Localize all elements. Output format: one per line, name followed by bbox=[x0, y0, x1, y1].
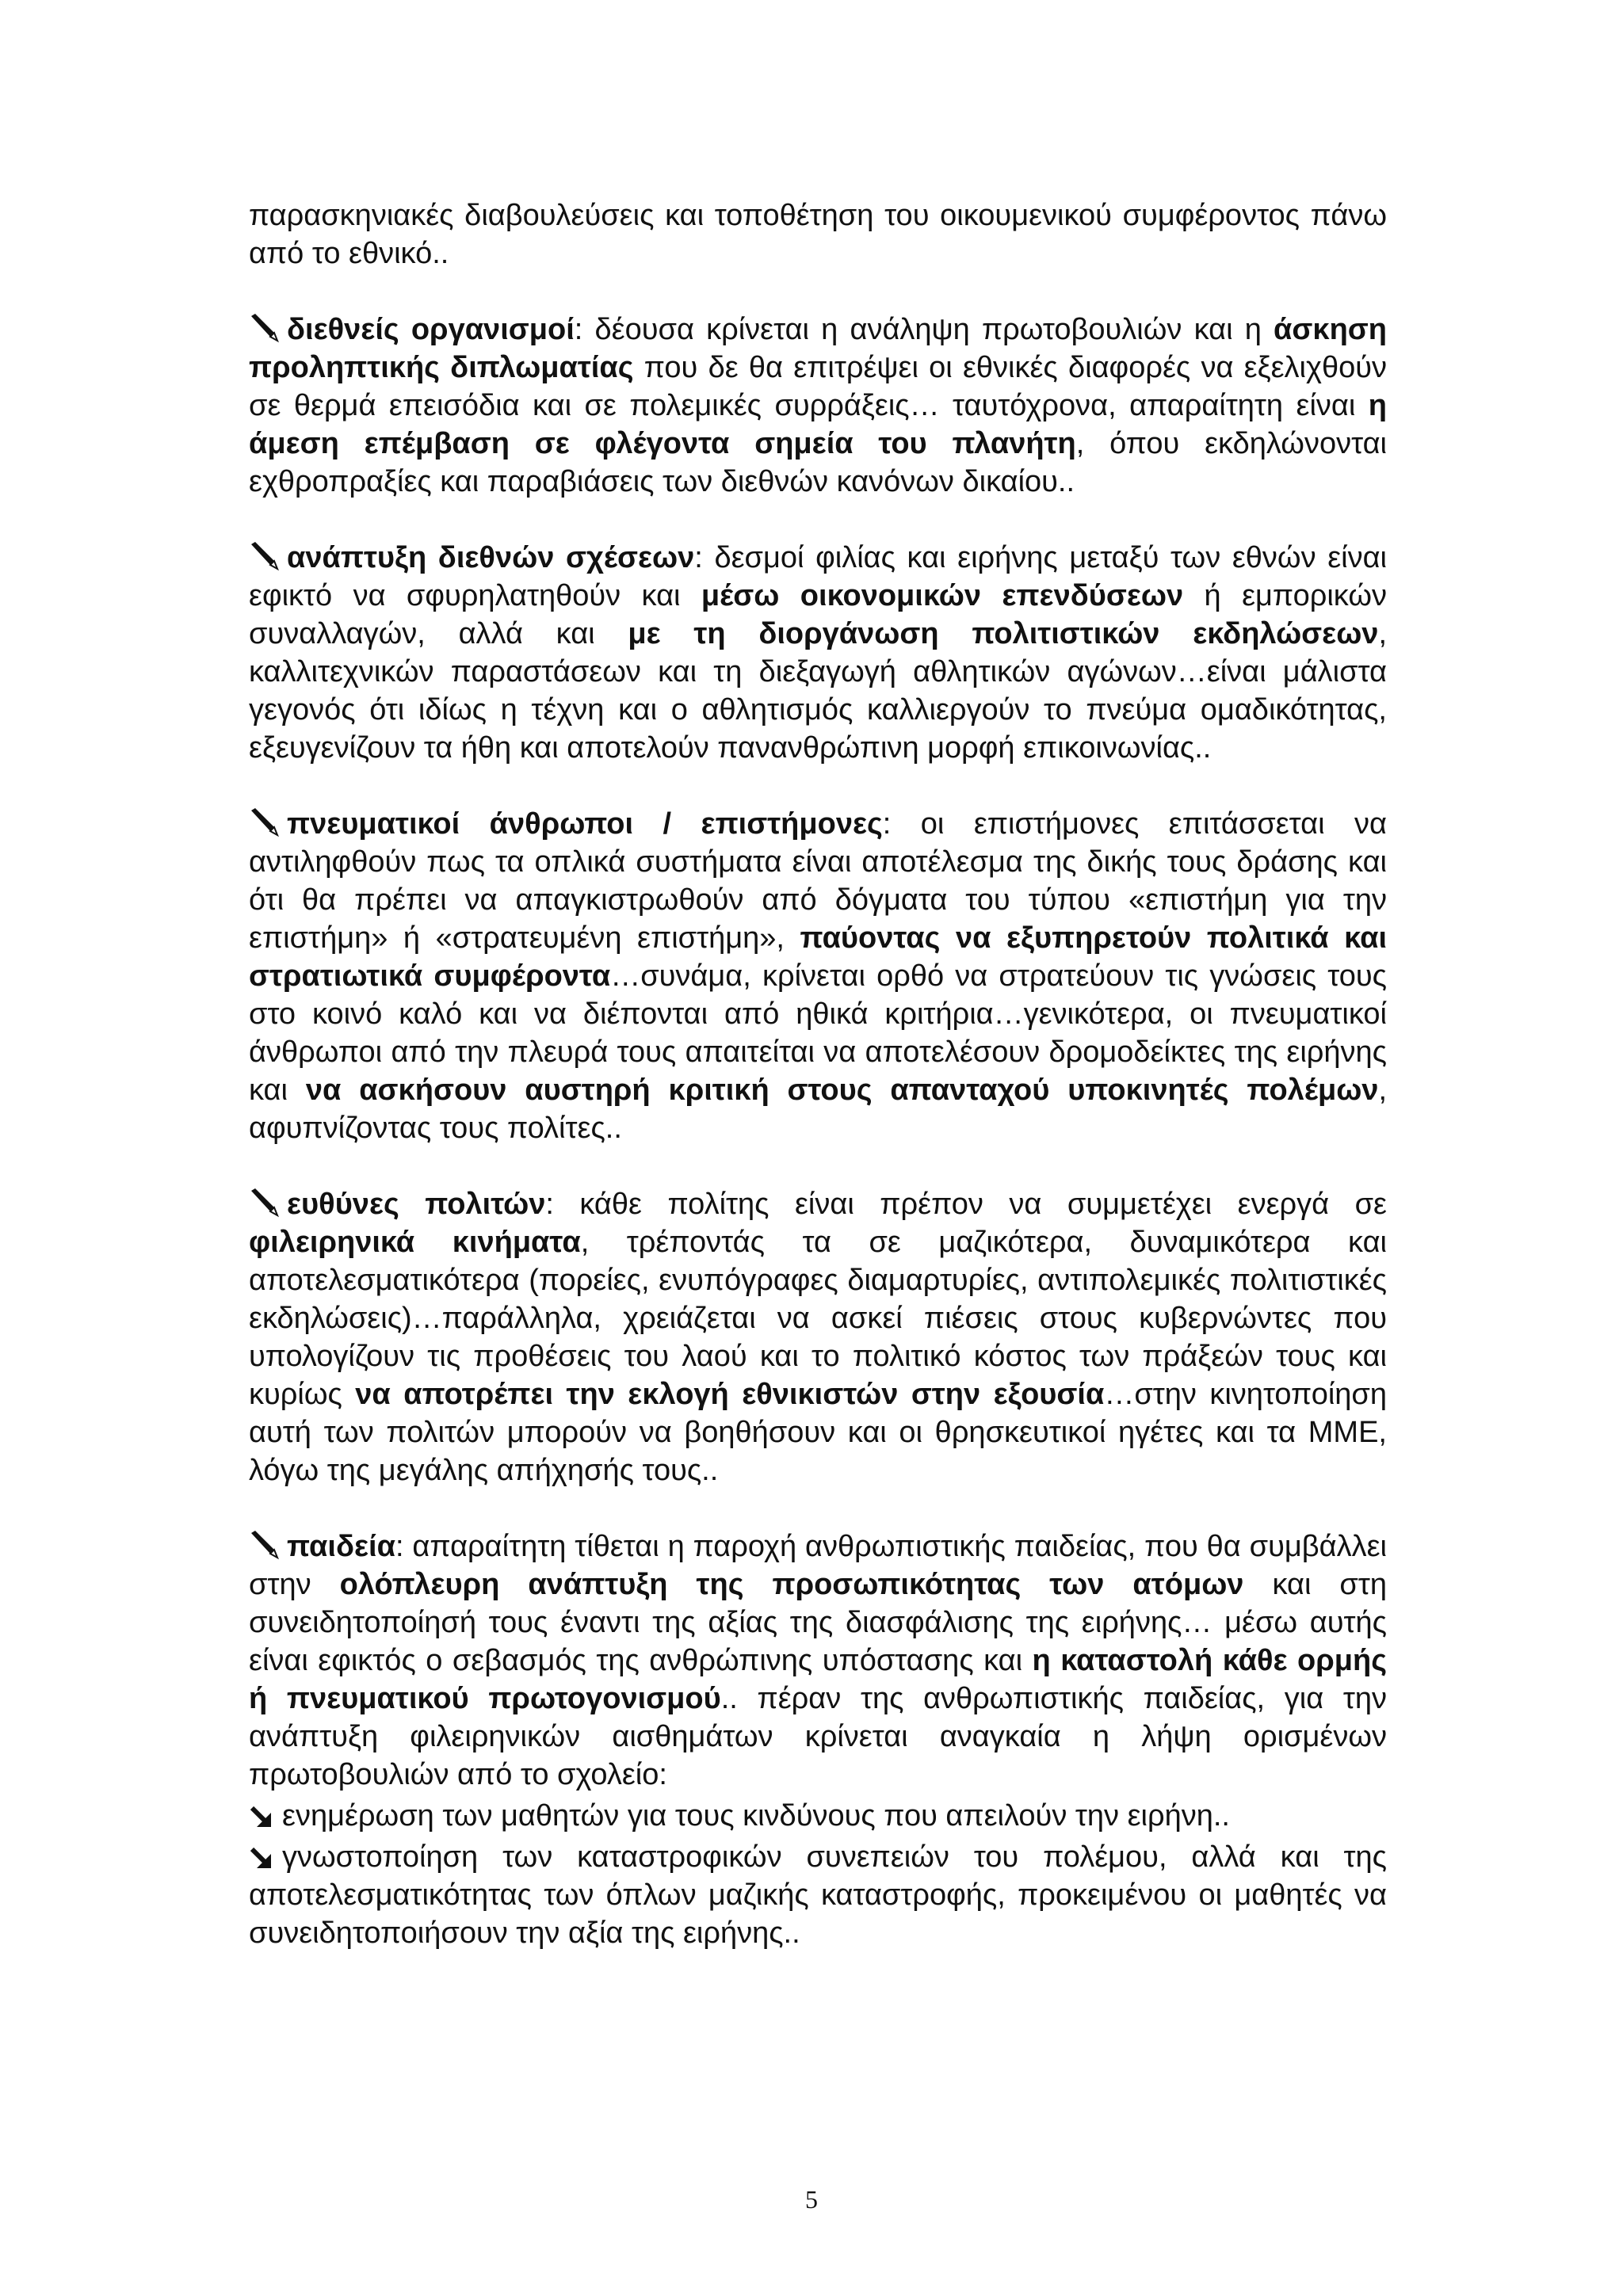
bold-text: η καταστολή κάθε ορμής ή πνευματικού πρωτογονισμού bbox=[249, 1644, 1387, 1715]
section-paragraph bbox=[249, 805, 1387, 1147]
section-paragraph bbox=[249, 1185, 1387, 1489]
sub-list-item bbox=[249, 1797, 1387, 1835]
document-body bbox=[249, 196, 1387, 1952]
bold-text: φιλειρηνικά κινήματα bbox=[249, 1226, 581, 1259]
pencil-icon bbox=[249, 1187, 281, 1219]
bold-text: η άμεση επέμβαση σε φλέγοντα σημεία του πλανήτη bbox=[249, 389, 1387, 460]
text: που δε θα επιτρέψει οι εθνικές διαφορές να εξελιχθούν σε θερμά επεισόδια και σε πολεμικές συρράξεις… ταυτόχρονα, απαραίτητη είναι bbox=[249, 351, 1387, 422]
text: , όπου εκδηλώνονται εχθροπραξίες και παραβιάσεις των διεθνών κανόνων δικαίου.. bbox=[249, 427, 1387, 498]
text: …συνάμα, κρίνεται ορθό να στρατεύουν τις γνώσεις τους στο κοινό καλό και να διέπονται από ηθικά κριτήρια…γενικότερα, οι πνευματικοί άνθρωποι από την πλευρά τους απαιτείται να αποτελέσουν δρομοδείκτες της ειρήνης και bbox=[249, 959, 1387, 1107]
bold-text: ολόπλευρη ανάπτυξη της προσωπικότητας των ατόμων bbox=[339, 1568, 1244, 1601]
bold-text: διεθνείς οργανισμοί bbox=[287, 313, 575, 346]
sub-list-item-text: ενημέρωση των μαθητών για τους κινδύνους που απειλούν την ειρήνη.. bbox=[282, 1799, 1230, 1833]
text: και στη συνειδητοποίησή τους έναντι της αξίας της διασφάλισης της ειρήνης… μέσω αυτής είναι εφικτός ο σεβασμός της ανθρώπινης υπόστασης και bbox=[249, 1568, 1388, 1677]
page-number: 5 bbox=[805, 2185, 818, 2214]
pencil-icon bbox=[249, 312, 281, 344]
arrow-down-right-icon bbox=[249, 1800, 274, 1825]
bold-text: παιδεία bbox=[287, 1530, 395, 1563]
text: , τρέποντάς τα σε μαζικότερα, δυναμικότερα και αποτελεσματικότερα (πορείες, ενυπόγραφες διαμαρτυρίες, αντιπολεμικές πολιτιστικές εκδηλώσεις)…παράλληλα, χρειάζεται να ασκεί πιέσεις στους κυβερνώντες που υπολογίζουν τις προθέσεις του λαού και το πολιτικό κόστος των πράξεών τους και κυρίως bbox=[249, 1226, 1387, 1411]
intro-paragraph: παρασκηνιακές διαβουλεύσεις και τοποθέτηση του οικουμενικού συμφέροντος πάνω από το εθνικό.. bbox=[249, 199, 1387, 270]
text: : απαραίτητη τίθεται η παροχή ανθρωπιστικής παιδείας, που θα συμβάλλει στην bbox=[249, 1530, 1387, 1601]
pencil-icon bbox=[249, 807, 281, 838]
text: : δέουσα κρίνεται η ανάληψη πρωτοβουλιών και η bbox=[574, 313, 1274, 346]
section-paragraph bbox=[249, 1527, 1387, 1794]
pencil-icon bbox=[249, 1529, 281, 1561]
bold-text: άσκηση προληπτικής διπλωματίας bbox=[249, 313, 1387, 384]
pencil-icon bbox=[249, 540, 281, 572]
text: .. πέραν της ανθρωπιστικής παιδείας, για την ανάπτυξη φιλειρηνικών αισθημάτων κρίνεται αναγκαία η λήψη ορισμένων πρωτοβουλιών από το σχολείο: bbox=[249, 1682, 1388, 1791]
bold-text: μέσω οικονομικών επενδύσεων bbox=[701, 579, 1184, 612]
text: ή εμπορικών συναλλαγών, αλλά και bbox=[249, 579, 1387, 650]
text: …στην κινητοποίηση αυτή των πολιτών μπορούν να βοηθήσουν και οι θρησκευτικοί ηγέτες και τα ΜΜΕ, λόγω της μεγάλης απήχησής τους.. bbox=[249, 1378, 1387, 1487]
bold-text: ανάπτυξη διεθνών σχέσεων bbox=[287, 541, 695, 574]
text: , καλλιτεχνικών παραστάσεων και τη διεξαγωγή αθλητικών αγώνων…είναι μάλιστα γεγονός ότι ιδίως η τέχνη και ο αθλητισμός καλλιεργούν το πνεύμα ομαδικότητας, εξευγενίζουν τα ήθη και αποτελούν πανανθρώπινη μορφή επικοινωνίας.. bbox=[249, 617, 1388, 765]
bold-text: με τη διοργάνωση πολιτιστικών εκδηλώσεων bbox=[628, 617, 1379, 650]
text: : οι επιστήμονες επιτάσσεται να αντιληφθούν πως τα οπλικά συστήματα είναι αποτέλεσμα της δικής τους δράσης και ότι θα πρέπει να απαγκιστρωθούν από δόγματα του τύπου «επιστήμη για την επιστήμη» ή «στρατευμένη επιστήμη», bbox=[249, 807, 1387, 955]
text: , αφυπνίζοντας τους πολίτες.. bbox=[249, 1074, 1388, 1145]
section-paragraph bbox=[249, 539, 1387, 767]
section-paragraph bbox=[249, 311, 1387, 501]
text: : κάθε πολίτης είναι πρέπον να συμμετέχει ενεργά σε bbox=[545, 1188, 1387, 1221]
sub-list-item-text: γνωστοποίηση των καταστροφικών συνεπειών του πολέμου, αλλά και της αποτελεσματικότητας των όπλων μαζικής καταστροφής, προκειμένου οι μαθητές να συνειδητοποιήσουν την αξία της ειρήνης.. bbox=[249, 1840, 1387, 1950]
bold-text: να αποτρέπει την εκλογή εθνικιστών στην εξουσία bbox=[355, 1378, 1105, 1411]
bold-text: παύοντας να εξυπηρετούν πολιτικά και στρατιωτικά συμφέροντα bbox=[249, 921, 1388, 993]
text: : δεσμοί φιλίας και ειρήνης μεταξύ των εθνών είναι εφικτό να σφυρηλατηθούν και bbox=[249, 541, 1387, 612]
bold-text: πνευματικοί άνθρωποι / επιστήμονες bbox=[287, 807, 883, 841]
bold-text: ευθύνες πολιτών bbox=[287, 1188, 546, 1221]
sections-container bbox=[249, 311, 1387, 1952]
arrow-down-right-icon bbox=[249, 1841, 274, 1867]
sub-list-item bbox=[249, 1838, 1387, 1952]
bold-text: να ασκήσουν αυστηρή κριτική στους απανταχού υποκινητές πολέμων bbox=[305, 1074, 1379, 1107]
